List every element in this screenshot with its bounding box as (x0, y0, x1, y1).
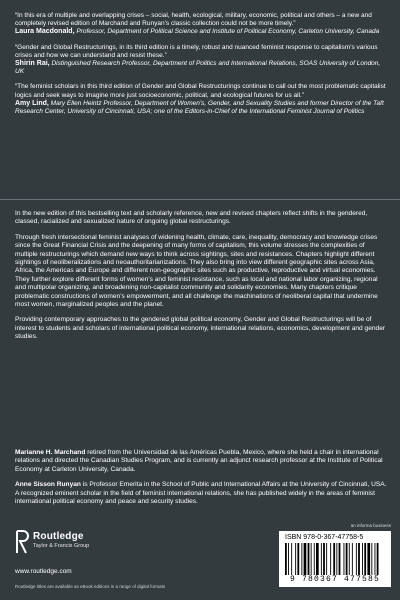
barcode-bar (301, 543, 302, 575)
barcode-digits: 9 780367 477585 (289, 575, 380, 584)
endorser-name: Shirin Rai, (15, 60, 50, 68)
endorser-name: Amy Lind, (15, 99, 49, 107)
informa-note: an informa business (350, 523, 391, 528)
barcode-bar (311, 543, 312, 575)
barcode-bar (367, 543, 370, 575)
barcode-bar (344, 543, 345, 575)
barcode-bar (346, 543, 348, 575)
author-bio (15, 481, 387, 506)
barcode-bar (349, 543, 350, 575)
barcode-bar (314, 543, 315, 575)
barcode-bar (364, 543, 366, 575)
barcode-bar (371, 543, 372, 575)
barcode-bar (323, 543, 325, 575)
publisher-group: Taylor & Francis Group (33, 543, 90, 549)
endorsement-quote: “The feminist scholars in this third edition of Gender and Global Restructurings continue to call out the most problematic capitalist logics and seek ways to imagine more just socioeconomic, political, and ecological futures for us all.” (15, 83, 386, 99)
author-bios (15, 449, 387, 513)
endorser-affiliation: Distinguished Research Professor, Department of Politics and International Relations, SOAS University of London, UK (15, 60, 381, 76)
description-paragraph: Through fresh intersectional feminist analyses of widening health, climate, care, inequality, democracy and knowledge crises since the Great Financial Crisis and the deepening of many forms of capitalism, this volume stresses the complexities of multiple restructurings which demand new ways to think across sightings, sites and resistances. Chapters highlight different sightings of neoliberalizations and neoauthoritarianizations. They also bring into view different geographic sites across Asia, Africa, the Americas and Europe and different non-geographic sites such as productive, reproductive and virtual economies. They further explore different forms of women’s and feminist resistance, such as local and national labor organizing, regional and multipolar organizing, and broadening non-capitalist community and solidarity economies. Many chapters critique problematic constructions of women’s empowerment, and all challenge the machinations of neoliberal capital that undermine most women, marginalized peoples and the planet. (15, 233, 378, 309)
author-name: Anne Sisson Runyan (15, 481, 81, 489)
ebook-note: Routledge titles are available as eBook editions in a range of digital formats (15, 584, 166, 589)
barcode-bar (362, 543, 363, 575)
barcode-bar (377, 543, 379, 575)
description-paragraph: Providing contemporary approaches to the gendered global political economy, Gender and Global Restructurings will be of interest to students and scholars of international political economy, international relations, economics, development and gender studies. (15, 316, 386, 341)
barcode-bar (321, 543, 322, 575)
description-paragraph: In the new edition of this bestselling text and scholarly reference, new and revised chapters reflect shifts in the gendered, classed, racialized and sexualized nature of ongoing global restructurings. (15, 210, 368, 226)
publisher-name: Routledge (33, 531, 84, 542)
divider (0, 199, 400, 200)
barcode-bar (375, 543, 376, 575)
barcode-bar (304, 543, 307, 575)
barcode-bar (326, 543, 327, 575)
barcode-icon (283, 543, 387, 575)
routledge-logo-icon (15, 529, 29, 555)
endorser-affiliation: Professor, Department of Political Science and Institute of Political Economy, Carleton University, Canada (76, 28, 380, 36)
barcode-bar (295, 543, 296, 575)
author-bio-text: is Professor Emerita in the School of Public and International Affairs at the University of Cincinnati, USA. A recognized eminent scholar in the field of feminist international relations, she has published widely in the areas of feminist international political economy and peace and security studies. (15, 481, 387, 506)
barcode-bar (316, 543, 319, 575)
endorsement (15, 12, 387, 37)
endorsement (15, 83, 387, 116)
barcode-bar (288, 543, 289, 575)
endorsement (15, 44, 387, 77)
barcode-bar (330, 543, 331, 575)
author-name: Marianne H. Marchand (15, 449, 86, 456)
endorsements (15, 12, 387, 123)
barcode-bar (358, 543, 360, 575)
endorser-affiliation: Mary Ellen Heintz Professor, Department of Women’s, Gender, and Sexuality Studies and former Director of the Taft Research Center, University of Cincinnati, USA; one of the Editors-in-Chief of the International Feminist Journal of Politics (15, 99, 384, 116)
endorsement-quote: “In this era of multiple and overlapping crises – social, health, ecological, military, economic, political and others – a new and completely revised edition of Marchand and Runyan’s classic collection could not be more timely.” (15, 12, 372, 28)
barcode-bar (308, 543, 310, 575)
barcode-bar (333, 543, 335, 575)
publisher-url: www.routledge.com (15, 568, 72, 575)
barcode-bar (336, 543, 337, 575)
book-description (15, 210, 387, 349)
barcode-bar (297, 543, 299, 575)
publisher-logo (15, 527, 155, 561)
endorser-name: Laura Macdonald, (15, 28, 75, 36)
isbn-barcode (279, 531, 391, 587)
barcode-bar (356, 543, 357, 575)
author-bio (15, 449, 387, 474)
barcode-bar (339, 543, 341, 575)
author-bio-text: retired from the Universidad de las Américas Puebla, Mexico, where she held a chair in international relations and directed the Canadian Studies Program, and is currently an adjunct research professor at the Institute of Political Economy at Carleton University, Canada. (15, 449, 383, 473)
barcode-bar (285, 543, 287, 575)
barcode-bar (291, 543, 292, 575)
barcode-bar (352, 543, 353, 575)
isbn-label: ISBN 978-0-367-47758-5 (285, 534, 364, 541)
endorsement-quote: “Gender and Global Restructurings, in its third edition is a timely, robust and nuanced feminist response to capitalism’s various crises and how we can understand and resist these.” (15, 43, 378, 59)
